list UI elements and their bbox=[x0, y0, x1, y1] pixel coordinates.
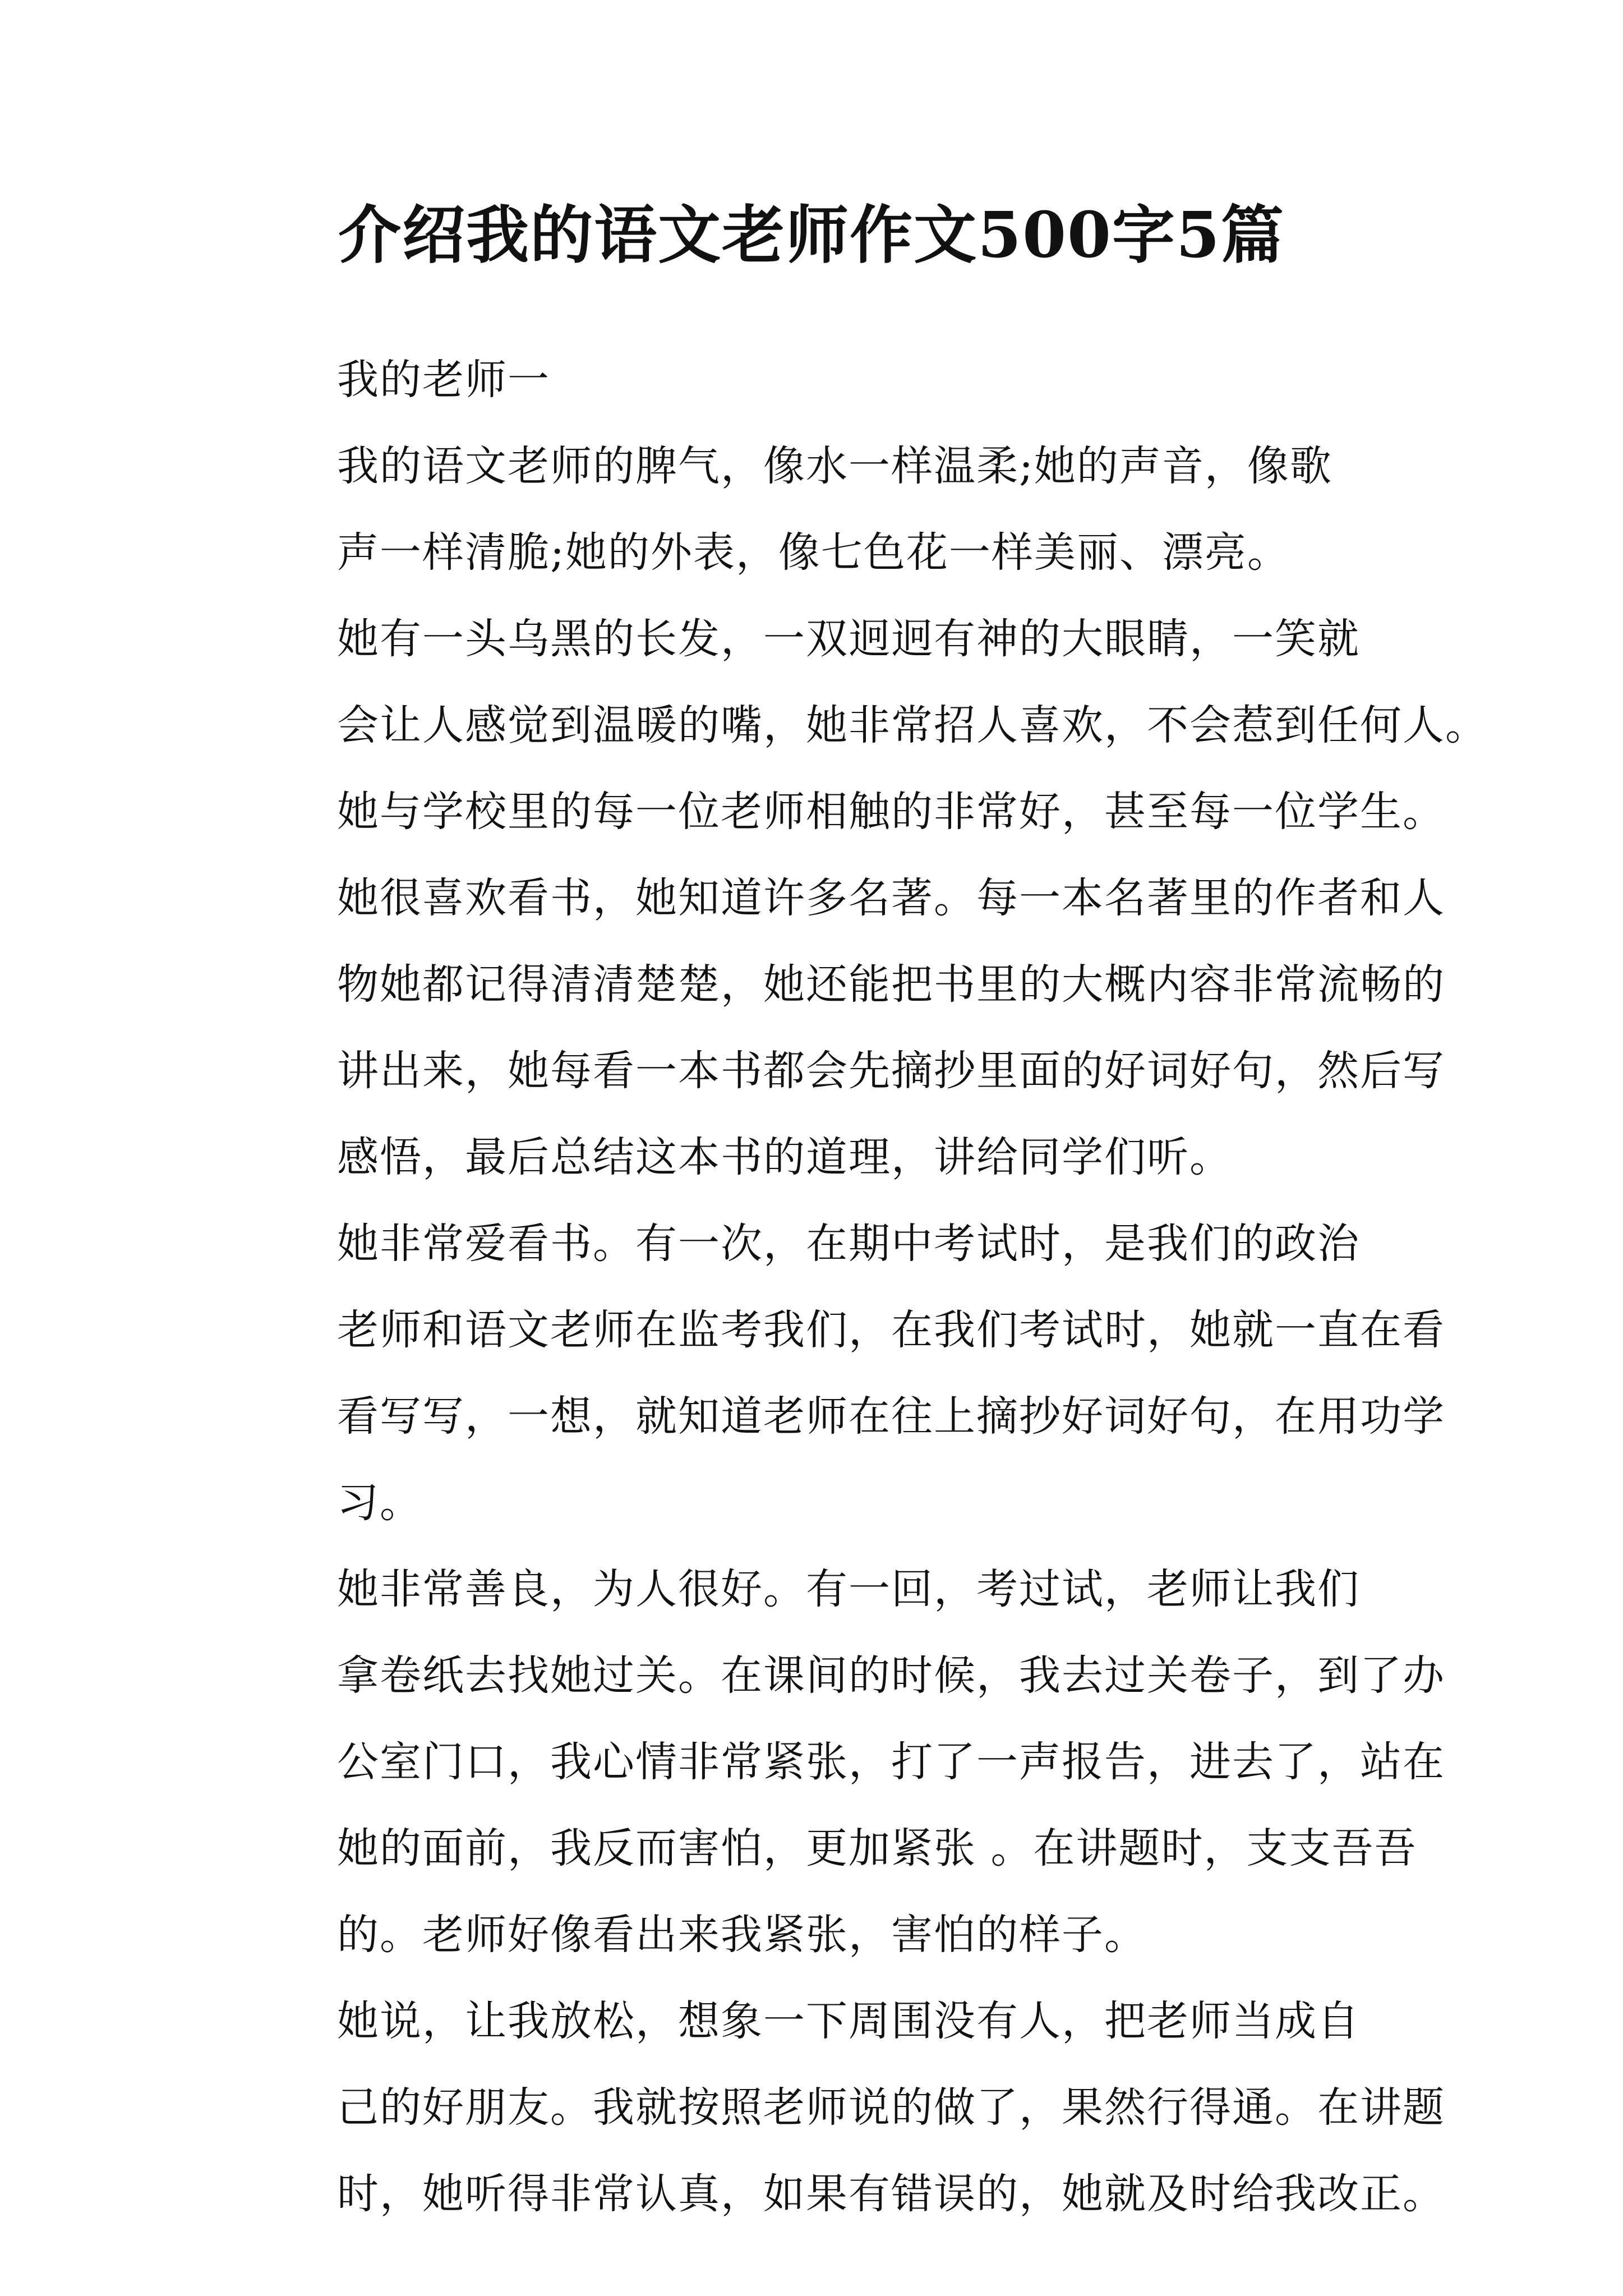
text-line: 她说，让我放松，想象一下周围没有人，把老师当成自 bbox=[337, 1997, 1360, 2045]
text-line: 我的语文老师的脾气，像水一样温柔;她的声音，像歌 bbox=[337, 442, 1332, 490]
text-line: 时，她听得非常认真，如果有错误的，她就及时给我改正。 bbox=[337, 2170, 1445, 2218]
text-line: 物她都记得清清楚楚，她还能把书里的大概内容非常流畅的 bbox=[337, 960, 1445, 1009]
text-line: 习。 bbox=[337, 1479, 422, 1527]
text-line: 她很喜欢看书，她知道许多名著。每一本名著里的作者和人 bbox=[337, 874, 1445, 922]
text-line: 看写写，一想，就知道老师在往上摘抄好词好句，在用功学 bbox=[337, 1392, 1445, 1441]
text-line: 声一样清脆;她的外表，像七色花一样美丽、漂亮。 bbox=[337, 528, 1290, 577]
text-line: 老师和语文老师在监考我们，在我们考试时，她就一直在看 bbox=[337, 1306, 1445, 1354]
text-line: 她与学校里的每一位老师相触的非常好，甚至每一位学生。 bbox=[337, 788, 1445, 836]
paragraph bbox=[250, 423, 1388, 596]
text-line: 她的面前，我反而害怕，更加紧张 。在讲题时，支支吾吾 bbox=[337, 1824, 1417, 1872]
text-line: 拿卷纸去找她过关。在课间的时候，我去过关卷子，到了办 bbox=[337, 1651, 1445, 1700]
text-line: 她非常善良，为人很好。有一回，考过试，老师让我们 bbox=[337, 1565, 1360, 1613]
text-line: 她有一头乌黑的长发，一双迥迥有神的大眼睛，一笑就 bbox=[337, 615, 1360, 663]
paragraph bbox=[250, 1200, 1445, 1546]
paragraph bbox=[250, 1978, 1445, 2237]
text-line: 感悟，最后总结这本书的道理，讲给同学们听。 bbox=[337, 1133, 1232, 1181]
paragraph-heading bbox=[250, 337, 1388, 423]
text-line: 公室门口，我心情非常紧张，打了一声报告，进去了，站在 bbox=[337, 1738, 1445, 1786]
text-line: 我的老师一 bbox=[337, 356, 550, 404]
text-line: 讲出来，她每看一本书都会先摘抄里面的好词好句，然后写 bbox=[337, 1047, 1445, 1095]
text-line: 己的好朋友。我就按照老师说的做了，果然行得通。在讲题 bbox=[337, 2083, 1445, 2132]
paragraph bbox=[250, 596, 1488, 1200]
document-body bbox=[250, 337, 1488, 2237]
document-title: 介绍我的语文老师作文500字5篇 bbox=[338, 199, 1285, 272]
text-line: 会让人感觉到温暖的嘴，她非常招人喜欢，不会惹到任何人。 bbox=[337, 701, 1488, 749]
text-line: 她非常爱看书。有一次，在期中考试时，是我们的政治 bbox=[337, 1220, 1360, 1268]
text-line: 的。老师好像看出来我紧张，害怕的样子。 bbox=[337, 1911, 1147, 1959]
paragraph bbox=[250, 1546, 1445, 1978]
